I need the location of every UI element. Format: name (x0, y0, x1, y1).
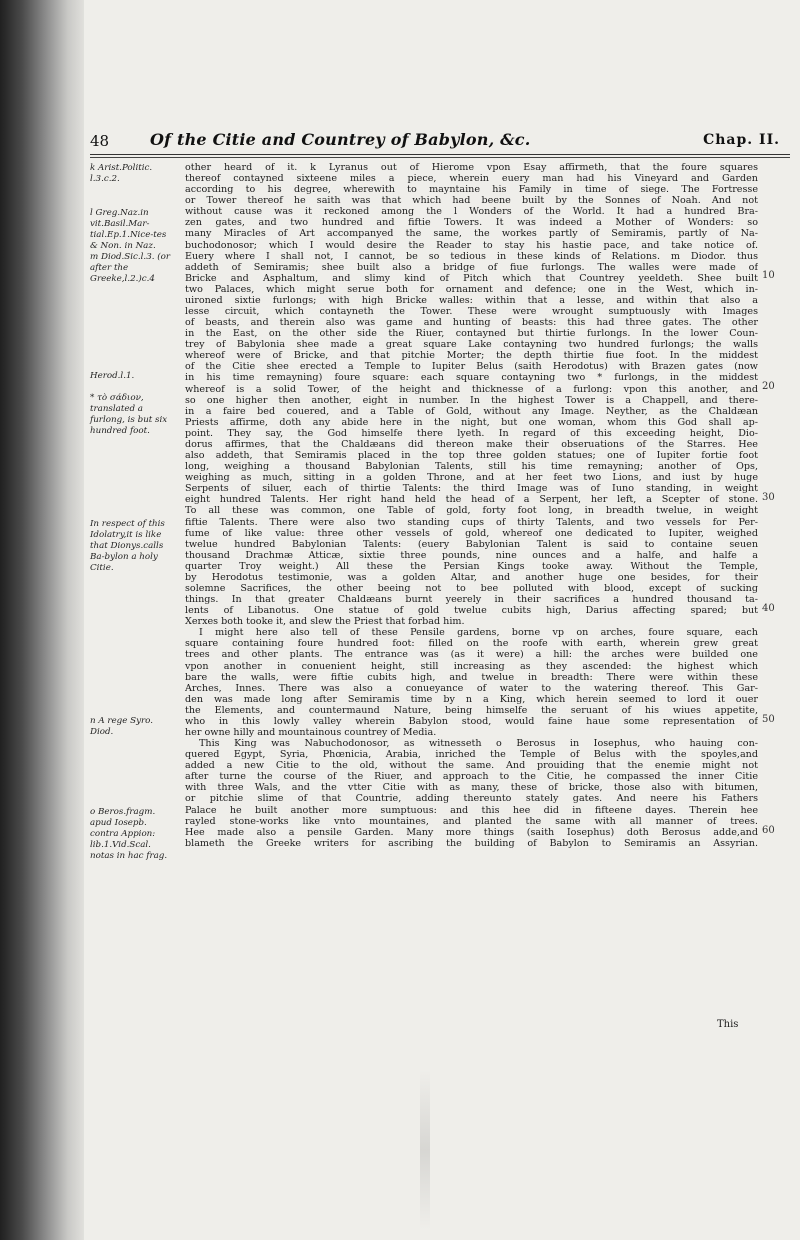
text-line: added a new Citie to the old, without the same. And prouiding that the enemie might not (185, 760, 758, 772)
text-line: den was made long after Semiramis time by n a King, which herein seemed to lord it ouer (185, 693, 758, 705)
text-line: so one higher then another, eight in number. In the highest Tower is a Chappell, and there- (185, 394, 758, 406)
text-line: whereof were of Bricke, and that pitchie Morter; the depth thirtie fiue foot. In the middest (185, 350, 758, 362)
text-line: whereof is a solid Tower, of the height and thicknesse of a furlong: vpon this another, and (185, 383, 758, 395)
text-line: trey of Babylonia shee made a great square Lake contayning two hundred furlongs; the walls (185, 339, 758, 351)
catchword: This (717, 1019, 739, 1030)
text-line: I might here also tell of these Pensile gardens, borne vp on arches, foure square, each (199, 627, 758, 639)
text-line: Euery where I shall not, I cannot, be so tedious in these kinds of Relations. m Diodor. thus (185, 250, 758, 262)
text-line: Priests affirme, doth any abide here in the night, but one woman, whom this God shall ap- (185, 416, 758, 428)
text-line: or Tower thereof he saith was that which had beene built by the Sonnes of Noah. And not (185, 195, 758, 207)
text-line: in his time remayning) foure square: each square contayning two * furlongs, in the middest (185, 372, 758, 384)
text-line: thousand Drachmæ Atticæ, sixtie three pounds, nine ounces and a halfe, and halfe a (185, 549, 758, 561)
text-line: the Elements, and countermaund Nature, being himselfe the seruant of his wiues appetite, (185, 704, 758, 716)
text-line: trees and other plants. The entrance was (as it were) a hill: the arches were builded one (185, 649, 758, 661)
text-line: after turne the course of the Riuer, and approach to the Citie, he compassed the inner Citie (185, 771, 758, 783)
folio-number: 48 (90, 132, 110, 150)
side-note: l Greg.Naz.in vit.Basil.Mar-tial.Ep.1.Nice-tes & Non. in Naz. (90, 208, 167, 251)
text-line: of the Citie shee erected a Temple to Iupiter Belus (saith Herodotus) with Brazen gates (now (185, 361, 758, 373)
side-note: k Arist.Politic. l.3.c.2. (90, 163, 153, 184)
line-number: 30 (762, 492, 775, 503)
text-line: To all these was common, one Table of gold, forty foot long, in breadth twelue, in weight (185, 505, 758, 517)
text-line: bare the walls, were fiftie cubits high, and twelue in breadth: There were within these (185, 671, 758, 683)
side-note: In respect of this Idolatry,it is like that Dionys.calls Ba-bylon a holy Citie. (90, 519, 165, 573)
text-line: zen gates, and two hundred and fiftie Towers. It was indeed a Mother of Wonders: so (185, 217, 758, 229)
text-line: This King was Nabuchodonosor, as witnesseth o Berosus in Iosephus, who hauing con- (199, 738, 758, 750)
side-note: n A rege Syro. Diod. (90, 716, 154, 737)
text-line: Palace he built another more sumptuous: and this hee did in fifteene dayes. Therein hee (185, 804, 758, 816)
text-line: buchodonosor; which I would desire the Reader to stay his hastie pace, and take notice of. (185, 239, 758, 251)
side-note: o Beros.fragm. apud Iosepb. contra Appion: lib.1.Vid.Scal. notas in hac frag. (90, 807, 168, 861)
text-line: by Herodotus testimonie, was a golden Altar, and another huge one besides, for their (185, 571, 758, 583)
text-line: things. In that greater Chaldæans burnt yeerely in their sacrifices a hundred thousand ta- (185, 594, 758, 606)
text-line: lents of Libanotus. One statue of gold twelue cubits high, Darius affecting spared; but (185, 605, 758, 617)
text-line: Arches, Innes. There was also a conueyance of water to the watering thereof. This Gar- (185, 682, 758, 694)
text-line: without cause was it reckoned among the l Wonders of the World. It had a hundred Bra- (185, 206, 758, 218)
text-line: in a faire bed couered, and a Table of Gold, without any Image. Neyther, as the Chaldæan (185, 405, 758, 417)
text-line: quered Egypt, Syria, Phœnicia, Arabia, inriched the Temple of Belus with the spoyles,and (185, 749, 758, 761)
text-line: her owne hilly and mountainous countrey of Media. (185, 726, 437, 738)
text-line: vpon another in conuenient height, still increasing as they ascended: the highest which (185, 660, 758, 672)
text-line: in the East, on the other side the Riuer, contayned but thirtie furlongs. In the lower Coun- (185, 328, 758, 340)
side-note: Herod.l.1. (90, 371, 135, 381)
text-line: according to his degree, wherewith to mayntaine his Family in time of siege. The Fortresse (185, 184, 758, 196)
header-rule (90, 154, 790, 155)
text-line: Hee made also a pensile Garden. Many more things (saith Iosephus) doth Berosus adde,and (185, 826, 758, 838)
text-line: with three Wals, and the vtter Citie with as many, these of bricke, those also with bitumen, (185, 782, 758, 794)
text-line: of beasts, and therein also was game and hunting of beasts: this had three gates. The other (185, 317, 758, 329)
line-number: 50 (762, 714, 775, 725)
text-line: many Miracles of Art accompanyed the same, the workes partly of Semiramis, partly of Na- (185, 228, 758, 240)
text-line: also addeth, that Semiramis placed in the top three golden statues; one of Iupiter fortie foot (185, 450, 758, 462)
text-line: point. They say, the God himselfe there lyeth. In regard of this exceeding height, Dio- (185, 427, 758, 439)
side-note: * τὸ σάδιον, translated a furlong, is but six hundred foot. (90, 393, 168, 436)
text-line: square containing foure hundred foot: filled on the roofe with earth, wherein grew great (185, 638, 758, 650)
line-number: 20 (762, 381, 775, 392)
running-title: Of the Citie and Countrey of Babylon, &c. (150, 130, 531, 149)
text-line: uironed sixtie furlongs; with high Bricke walles: within that a lesse, and within that also a (185, 294, 758, 306)
text-line: who in this lowly valley wherein Babylon stood, would faine haue some representation of (185, 715, 758, 727)
text-line: fume of like value: three other vessels of gold, whereof one dedicated to Iupiter, weighed (185, 527, 758, 539)
ink-bleed-stain (420, 1070, 430, 1230)
text-line: long, weighing a thousand Babylonian Talents, still his time remayning; another of Ops, (185, 461, 758, 473)
text-line: Serpents of siluer, each of thirtie Talents: the third Image was of Iuno standing, in weight (185, 483, 758, 495)
body-text (185, 162, 758, 849)
text-line: dorus affirmes, that the Chaldæans did thereon make their obseruations of the Starres. Hee (185, 438, 758, 450)
text-line: thereof contayned sixteene miles a piece, wherein euery man had his Vineyard and Garden (185, 173, 758, 185)
text-line: solemne Sacrifices, the other beeing not to bee polluted with blood, except of sucking (185, 582, 758, 594)
text-line: rayled stone-works like vnto mountaines, and planted the same with all manner of trees. (185, 815, 758, 827)
line-number: 10 (762, 270, 775, 281)
chapter-label: Chap. II. (703, 132, 780, 148)
text-line: fiftie Talents. There were also two standing cups of thirty Talents, and two vessels for Per- (185, 516, 758, 528)
text-line: quarter Troy weight.) All these the Persian Kings tooke away. Without the Temple, (185, 560, 758, 572)
text-line: eight hundred Talents. Her right hand held the head of a Serpent, her left, a Scepter of stone. (185, 494, 758, 506)
side-note: m Diod.Sic.l.3. (or after the Greeke,l.2.)c.4 (90, 252, 171, 284)
header-rule-second (90, 157, 790, 158)
text-line: blameth the Greeke writers for ascribing the building of Babylon to Semiramis an Assyrian. (185, 837, 758, 849)
text-line: Bricke and Asphaltum, and slimy kind of Pitch which that Countrey yeeldeth. Shee built (185, 272, 758, 284)
text-line: lesse circuit, which contayneth the Tower. These were wrought sumptuously with Images (185, 306, 758, 318)
text-line: two Palaces, which might serue both for ornament and defence; one in the West, which in- (185, 283, 758, 295)
line-number: 40 (762, 603, 775, 614)
text-line: or pitchie slime of that Countrie, adding thereunto stately gates. And neere his Fathers (185, 793, 758, 805)
text-line: Xerxes both tooke it, and slew the Priest that forbad him. (185, 616, 465, 628)
text-line: twelue hundred Babylonian Talents: (euery Babylonian Talent is said to containe seuen (185, 538, 758, 550)
text-line: weighing as much, sitting in a golden Throne, and at her feet two Lions, and iust by huge (185, 472, 758, 484)
text-line: other heard of it. k Lyranus out of Hierome vpon Esay affirmeth, that the foure squares (185, 162, 758, 173)
text-line: addeth of Semiramis; shee built also a bridge of fiue furlongs. The walles were made of (185, 261, 758, 273)
line-number: 60 (762, 825, 775, 836)
page-header (90, 126, 780, 156)
